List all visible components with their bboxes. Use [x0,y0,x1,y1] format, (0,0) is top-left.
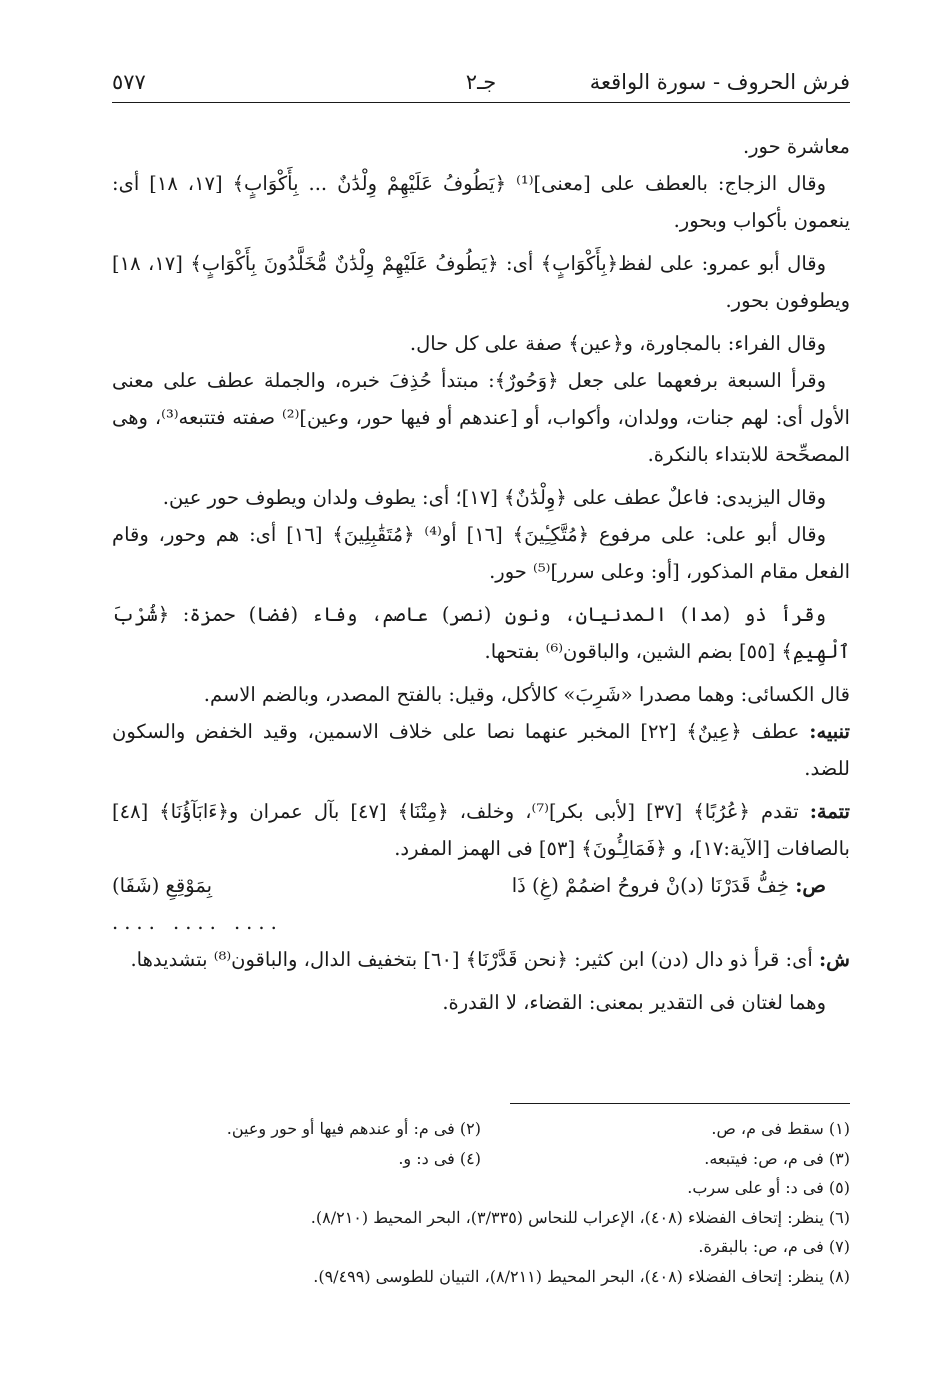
poem-line [112,867,850,904]
completion-paragraph [112,793,850,867]
paragraph: وقال أبو على: على مرفوع ﴿مُتَّكِـِٔينَ﴾ [١٦] أو⁽⁴⁾ ﴿مُتَقَٰبِلِينَ﴾ [١٦] أى: هم وحور، وقام الفعل مقام المذكور، [أو: وعلى سرر]⁽⁵⁾ حور. [112,523,850,583]
header-volume: جـ٢ [465,70,497,94]
note-label: تنبيه: [809,720,850,743]
footnote: (٥) فى د: أو على سرب. [687,1178,850,1197]
main-text [112,128,850,1021]
paragraph: وقال اليزيدى: فاعلٌ عطف على ﴿وِلْدَٰنٌ﴾ [١٧]؛ أى: يطوف ولدان ويطوف حور عين. [162,486,826,509]
completion-text: تقدم ﴿عُرُبًا﴾ [٣٧] [لأبى بكر]⁽⁷⁾، وخلف، ﴿مِتْنَا﴾ [٤٧] بآل عمران و﴿ءَابَآؤُنَا﴾ [٤٨] بالصافات [الآية:١٧]، و ﴿فَمَالِـُٔونَ﴾ [٥٣] فى الهمز المفرد. [112,800,850,860]
footnote: (٣) فى م، ص: فيتبعه. [704,1148,850,1168]
page-number: ٥٧٧ [112,70,146,94]
running-header [112,62,850,103]
footnotes [112,1114,850,1291]
paragraph: وقال الفراء: بالمجاورة، و﴿عين﴾ صفة على كل حال. [409,332,826,355]
footnote-row [112,1114,850,1144]
footnote: (٢) فى م: أو عندهم فيها أو حور وعين. [226,1119,481,1138]
poem-dots-line [112,904,850,941]
commentary-text: أى: قرأ ذو دال (دن) ابن كثير: ﴿نحن قَدَّرْنَا﴾ [٦٠] بتخفيف الدال، والباقون⁽⁸⁾ بتشديدها. [130,948,813,971]
note-text: عطف ﴿عِينٌ﴾ [٢٢] المخبر عنهما نصا على خلاف الاسمين، وقيد الخفض والسكون للضد. [112,720,850,780]
footnote: (٤) فى د: و. [398,1148,481,1168]
poem-hemistich-a: خِفُّ قَدَرْنَا (د)نْ فروحُ اضمُمْ (غِ) ذَا [511,874,790,897]
paragraph: وقال الزجاج: بالعطف على [معنى]⁽¹⁾ ﴿يَطُوفُ عَلَيْهِمْ وِلْدَٰنٌ ... بِأَكْوَابٍ﴾ [١٧، ١٨] أى: ينعمون بأكواب وبحور. [112,172,850,232]
paragraph: وهما لغتان فى التقدير بمعنى: القضاء، لا القدرة. [442,991,826,1014]
footnote: (١) سقط فى م، ص. [711,1119,850,1138]
paragraph: قال الكسائى: وهما مصدرا «شَرِبَ» كالأكل، وقيل: بالفتح المصدر، وبالضم الاسم. [203,683,850,706]
paragraph: وقرأ السبعة برفعهما على جعل ﴿وَحُورٌ﴾: مبتدأ حُذِفَ خبره، والجملة عطف على معنى الأول أى: لهم جنات، وولدان، وأكواب، أو [عندهم أو فيها حور، وعين]⁽²⁾ صفته فتتبعه⁽³⁾، وهى المصحِّحة للابتداء بالنكرة. [112,369,850,466]
poem-dots: .... .... .... [112,911,283,934]
footnote: (٨) ينظر: إتحاف الفضلاء (٤٠٨)، البحر المحيط (٨/٢١١)، التبيان للطوسى (٩/٤٩٩). [313,1266,850,1286]
poem-label: ص: [795,874,826,897]
paragraph: معاشرة حور. [742,135,850,158]
commentary-label: ش: [818,948,850,971]
footnote: (٦) ينظر: إتحاف الفضلاء (٤٠٨)، الإعراب للنحاس (٣/٣٣٥)، البحر المحيط (٨/٢١٠). [310,1207,850,1227]
paragraph: وقرأ ذو (مدا) المدنيان، ونون (نصر) عاصم، وفاء (فضا) حمزة: ﴿شُرْبَ ٱلْهِيمِ﴾ [٥٥] بضم الشين، والباقون⁽⁶⁾ بفتحها. [112,603,850,663]
footnote-divider [510,1103,850,1104]
footnote: (٧) فى م، ص: بالبقرة. [698,1237,850,1256]
commentary-paragraph [112,941,850,978]
poem-verse [512,867,826,904]
completion-label: تتمة: [809,800,850,823]
header-title: فرش الحروف - سورة الواقعة [589,70,850,94]
poem-hemistich-b: بِمَوْقِعِ (شَفَا) [112,874,213,897]
note-paragraph [112,713,850,787]
footnote-row [112,1144,850,1174]
paragraph: وقال أبو عمرو: على لفظ﴿بِأَكْوَابٍ﴾ أى: ﴿يَطُوفُ عَلَيْهِمْ وِلْدَٰنٌ مُّخَلَّدُونَ بِأَكْوَابٍ﴾ [١٧، ١٨] ويطوفون بحور. [112,252,850,312]
